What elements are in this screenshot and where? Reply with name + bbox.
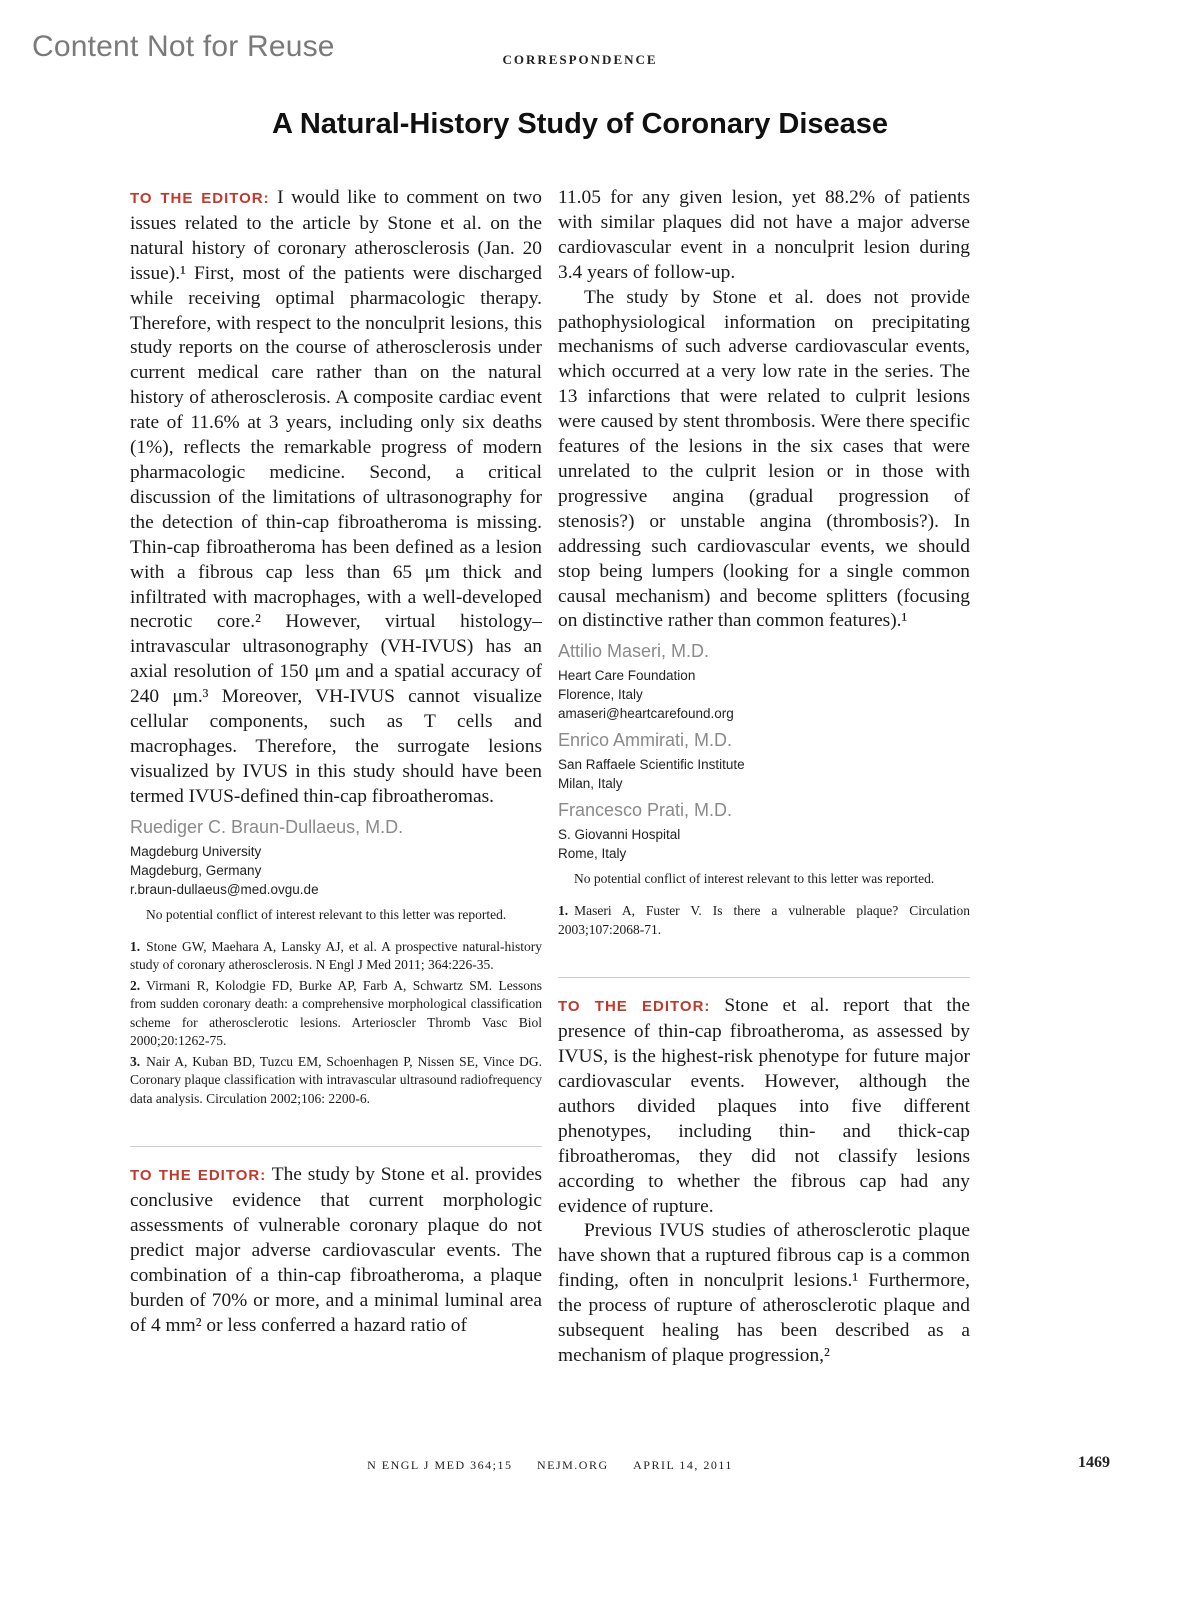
letter-2-paragraph: The study by Stone et al. does not provide pathophysiological information on precipitating mechanisms of such adverse cardiovascular events, which occurred at a very low rate in the series. The 13 infarctions that were related to culprit lesions were caused by stent thrombosis. Were there specific features of the lesions in the six cases that were unrelated to the culprit lesion or in those with progressive angina (gradual progression of stenosis?) or unstable angina (thrombosis?). In addressing such cardiovascular events, we should stop being lumpers (looking for a single common causal mechanism) and become splitters (focusing on distinctive rather than common features).¹: [558, 286, 970, 632]
letter-2-continued: 11.05 for any given lesion, yet 88.2% of patients with similar plaques did not have a major adverse cardiovascular event in a nonculprit lesion during 3.4 years of follow-up.: [558, 187, 970, 283]
reference-item: 3. Nair A, Kuban BD, Tuzcu EM, Schoenhagen P, Nissen SE, Vince DG. Coronary plaque classification with intravascular ultrasound radiofrequency data analysis. Circulation 2002;106: 2200-6.: [130, 1053, 542, 1106]
letter-1: [130, 186, 542, 810]
letter-2-body: The study by Stone et al. provides conclusive evidence that current morphologic assessments of vulnerable coronary plaque do not predict major adverse cardiovascular events. The combination of a thin-cap fibroatheroma, a plaque burden of 70% or more, and a minimal luminal area of 4 mm² or less conferred a hazard ratio of: [130, 1164, 543, 1336]
lead-label: TO THE EDITOR:: [130, 190, 270, 207]
author-email: r.braun-dullaeus@med.ovgu.de: [130, 881, 319, 897]
section-label: CORRESPONDENCE: [502, 52, 658, 67]
letter-3-paragraph: Previous IVUS studies of atherosclerotic plaque have shown that a ruptured fibrous cap is a common finding, often in nonculprit lesions.¹ Furthermore, the process of rupture of atherosclerotic plaque and subsequent healing has been described as a mechanism of plaque progression,²: [558, 1220, 970, 1366]
author-name: Attilio Maseri, M.D.: [558, 641, 710, 662]
right-column: [558, 186, 970, 1369]
author-email: amaseri@heartcarefound.org: [558, 706, 734, 722]
author-location: Magdeburg, Germany: [130, 862, 262, 878]
author-affiliation: S. Giovanni Hospital: [558, 827, 681, 843]
letter-1-body: I would like to comment on two issues related to the article by Stone et al. on the natural history of coronary atherosclerosis (Jan. 20 issue).¹ First, most of the patients were discharged while receiving optimal pharmacologic therapy. Therefore, with respect to the nonculprit lesions, this study reports on the course of atherosclerosis under current medical care rather than on the natural history of atherosclerosis. A composite cardiac event rate of 11.6% at 3 years, including only six deaths (1%), reflects the remarkable progress of modern pharmacologic medicine. Second, a critical discussion of the limitations of ultrasonography for the detection of thin-cap fibroatheroma is missing. Thin-cap fibroatheroma has been defined as a lesion with a fibrous cap less than 65 μm thick and infiltrated with macrophages, with a well-developed necrotic core.² However, virtual histology–intravascular ultrasonography (VH-IVUS) has an axial resolution of 150 μm and a spatial accuracy of 240 μm.³ Moreover, VH-IVUS cannot visualize cellular components, such as T cells and macrophages. Therefore, the surrogate lesions visualized by IVUS in this study should have been termed IVUS-defined thin-cap fibroatheromas.: [130, 187, 542, 807]
conflict-statement: No potential conflict of interest relevant to this letter was reported.: [146, 906, 507, 922]
left-column: [130, 186, 542, 1339]
letter-divider: [130, 1146, 542, 1147]
reference-list: [558, 902, 970, 939]
article-title: A Natural-History Study of Coronary Disease: [271, 108, 889, 140]
letter-3-body: Stone et al. report that the presence of thin-cap fibroatheroma, as assessed by IVUS, is the highest-risk phenotype for future major cardiovascular events. However, although the authors divided plaques into five different phenotypes, including thin- and thick-cap fibroatheromas, they did not classify lesions according to whether the fibrous cap had any evidence of rupture.: [558, 995, 971, 1217]
conflict-statement: No potential conflict of interest relevant to this letter was reported.: [574, 871, 935, 887]
journal-citation: N ENGL J MED 364;15: [367, 1458, 513, 1472]
author-affiliation: Magdeburg University: [130, 843, 262, 859]
author-location: Rome, Italy: [558, 846, 627, 862]
letter-divider: [558, 977, 970, 978]
letter-2: [130, 1163, 542, 1338]
author-location: Milan, Italy: [558, 776, 623, 792]
author-name: Ruediger C. Braun-Dullaeus, M.D.: [130, 816, 404, 837]
issue-date: APRIL 14, 2011: [633, 1458, 733, 1472]
lead-label: TO THE EDITOR:: [558, 998, 711, 1016]
author-name: Francesco Prati, M.D.: [558, 800, 733, 821]
watermark: Content Not for Reuse: [32, 30, 335, 63]
author-affiliation: Heart Care Foundation: [558, 668, 696, 684]
author-affiliation: San Raffaele Scientific Institute: [558, 757, 745, 773]
journal-site: NEJM.ORG: [536, 1458, 609, 1472]
reference-item: 2. Virmani R, Kolodgie FD, Burke AP, Farb A, Schwartz SM. Lessons from sudden coronary death: a comprehensive morphological classification scheme for atherosclerotic lesions. Arterioscler Thromb Vasc Biol 2000;20:1262-75.: [130, 977, 542, 1049]
author-location: Florence, Italy: [558, 687, 643, 703]
reference-item: 1. Maseri A, Fuster V. Is there a vulnerable plaque? Circulation 2003;107:2068-71.: [558, 903, 970, 937]
reference-item: 1. Stone GW, Maehara A, Lansky AJ, et al. A prospective natural-history study of coronary atherosclerosis. N Engl J Med 2011; 364:226-35.: [130, 938, 542, 973]
letter-3: [558, 994, 970, 1219]
lead-label: TO THE EDITOR:: [130, 1167, 267, 1185]
author-name: Enrico Ammirati, M.D.: [558, 730, 733, 751]
page-footer: [0, 1458, 1100, 1473]
page-number: 1469: [1078, 1454, 1110, 1471]
reference-list: [130, 938, 542, 1109]
